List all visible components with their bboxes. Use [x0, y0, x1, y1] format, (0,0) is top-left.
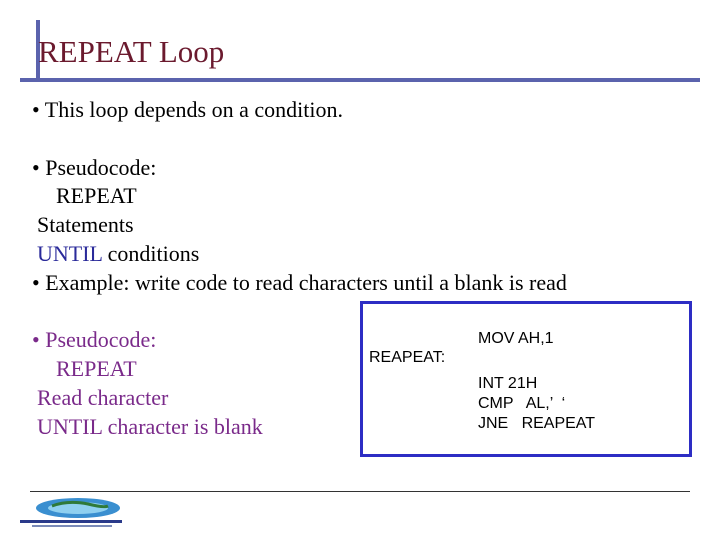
pseudocode-repeat: REPEAT: [56, 183, 137, 208]
pseudocode2-until: UNTIL character is blank: [37, 414, 263, 439]
code-line-1: MOV AH,1: [478, 330, 554, 347]
title-accent-horizontal: [20, 78, 700, 82]
pseudocode2-repeat: REPEAT: [56, 356, 137, 381]
pseudocode2-label: • Pseudocode:: [32, 327, 157, 352]
until-conditions: conditions: [102, 241, 200, 266]
footer-divider: [30, 491, 690, 492]
code-line-2: INT 21H: [478, 375, 538, 392]
slide-title: REPEAT Loop: [38, 34, 225, 69]
pseudocode-statements: Statements: [37, 212, 134, 237]
pseudocode2-read: Read character: [37, 385, 169, 410]
pseudocode-label: • Pseudocode:: [32, 155, 157, 180]
code-line-3: CMP AL,’ ‘: [478, 395, 566, 412]
bullet-condition: • This loop depends on a condition.: [32, 97, 343, 122]
pseudocode-until-line: [37, 241, 199, 267]
code-line-4: JNE REAPEAT: [478, 415, 596, 432]
until-keyword: UNTIL: [37, 241, 103, 266]
assembly-code-box: [360, 301, 692, 457]
globe-logo-icon: [18, 496, 124, 530]
code-label: REAPEAT:: [369, 349, 446, 366]
example-bullet: • Example: write code to read characters until a blank is read: [32, 270, 567, 295]
